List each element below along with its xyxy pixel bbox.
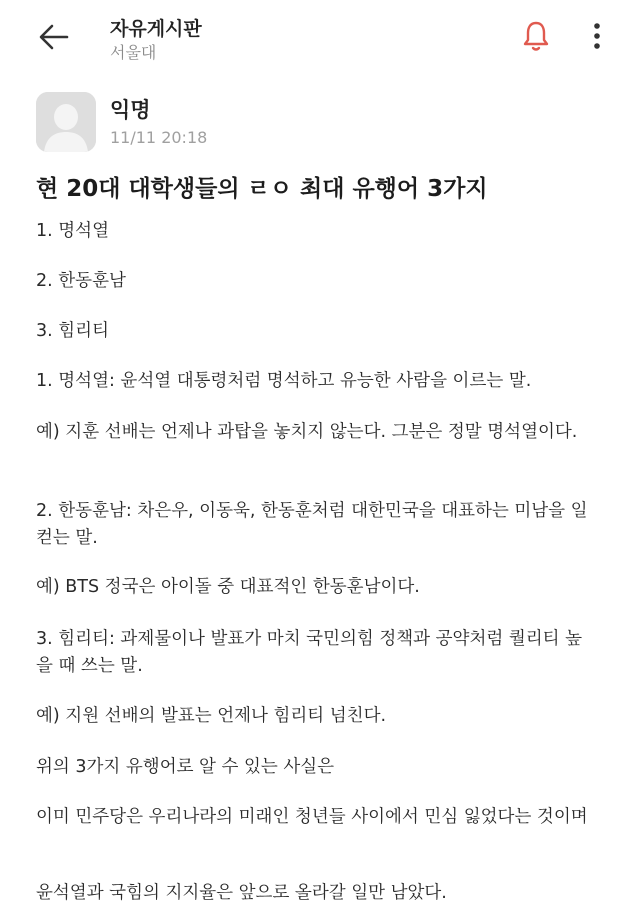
post-timestamp: 11/11 20:18 (110, 128, 208, 147)
arrow-left-icon (39, 24, 69, 50)
bell-icon (522, 19, 550, 53)
body-paragraph: 이미 민주당은 우리나라의 미래인 청년들 사이에서 민심 잃었다는 것이며 (36, 807, 588, 827)
school-name: 서울대 (110, 43, 157, 62)
body-paragraph: 예) 지원 선배의 발표는 언제나 힘리티 넘친다. (36, 706, 387, 726)
body-paragraph: 2. 한동훈남: 차은우, 이동욱, 한동훈처럼 대한민국을 대표하는 미남을 일컫는 말. (36, 501, 588, 548)
more-options-button[interactable] (582, 16, 612, 56)
avatar[interactable] (36, 92, 96, 152)
post-title: 현 20대 대학생들의 ㄹㅇ 최대 유행어 3가지 (36, 176, 488, 202)
more-vertical-icon (593, 22, 601, 50)
top-bar (0, 0, 640, 82)
body-paragraph: 윤석열과 국힘의 지지율은 앞으로 올라갈 일만 남았다. (36, 883, 447, 903)
back-button[interactable] (34, 20, 74, 54)
author-info (36, 92, 596, 154)
board-title: 자유게시판 (110, 18, 202, 40)
body-paragraph: 위의 3가지 유행어로 알 수 있는 사실은 (36, 757, 335, 777)
body-paragraph: 1. 명석열: 윤석열 대통령처럼 명석하고 유능한 사람을 이르는 말. (36, 371, 532, 391)
body-paragraph: 3. 힘리티 (36, 321, 109, 341)
body-paragraph: 2. 한동훈남 (36, 271, 126, 291)
author-name: 익명 (110, 98, 151, 122)
body-paragraph: 예) BTS 정국은 아이돌 중 대표적인 한동훈남이다. (36, 577, 420, 597)
body-paragraph: 1. 명석열 (36, 221, 109, 241)
body-paragraph: 예) 지훈 선배는 언제나 과탑을 놓치지 않는다. 그분은 정말 명석열이다. (36, 422, 578, 442)
default-profile-icon (36, 92, 96, 152)
notification-button[interactable] (516, 16, 556, 56)
body-paragraph: 3. 힘리티: 과제물이나 발표가 마치 국민의힘 정책과 공약처럼 퀄리티 높을 때 쓰는 말. (36, 629, 582, 676)
